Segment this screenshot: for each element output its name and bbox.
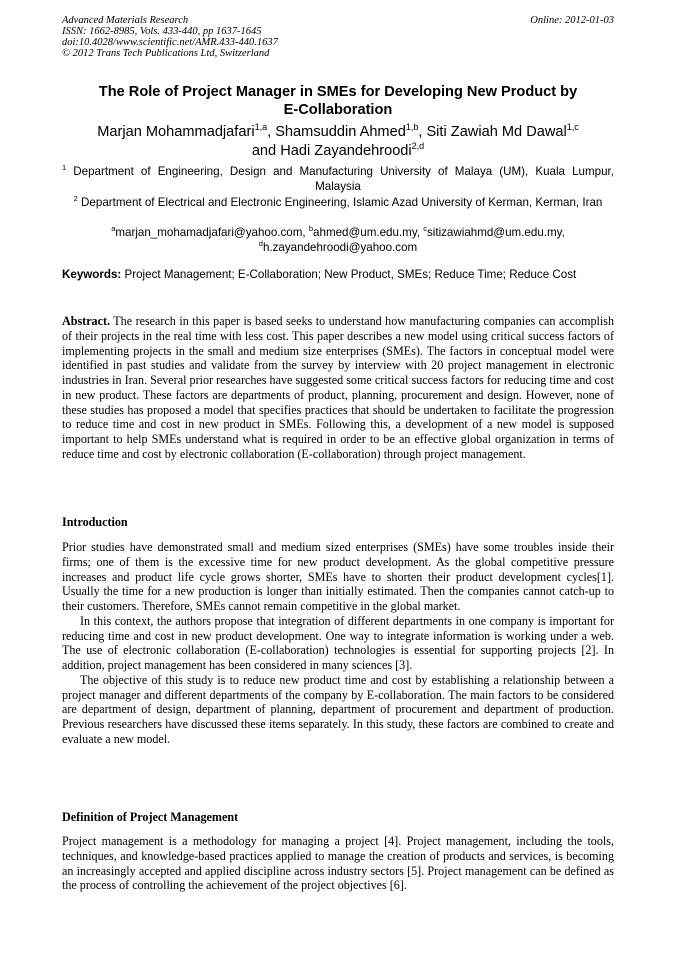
author-name: Hadi Zayandehroodi	[280, 143, 412, 159]
email-mark: b	[308, 224, 314, 234]
author-name: Marjan Mohammadjafari	[97, 124, 255, 140]
author-affiliation-mark: 1,b	[405, 122, 419, 133]
journal-copyright: © 2012 Trans Tech Publications Ltd, Switzerland	[62, 48, 270, 59]
paper-title	[62, 83, 614, 119]
author-affiliation-mark: 1,a	[254, 122, 268, 133]
introduction-section	[62, 540, 614, 747]
author-list: Marjan Mohammadjafari$^{1,a}$, Shamsuddin Ahmed$^{1,b}$, Siti Zawiah Md Dawal$^{1,c}$ and Hadi Zayandehroodi$^{2,d}$	[97, 122, 579, 159]
email-list	[62, 226, 614, 256]
affiliation-text: Department of Engineering, Design and Manufacturing University of Malaya (UM), Kuala Lumpur, Malaysia	[73, 165, 614, 193]
affiliation-text: Department of Electrical and Electronic Engineering, Islamic Azad University of Kerman, Kerman, Iran	[81, 196, 603, 209]
journal-name: Advanced Materials Research	[62, 15, 189, 26]
email-mark: c	[423, 224, 427, 234]
title-line-1: The Role of Project Manager in SMEs for Developing New Product by	[98, 84, 578, 100]
author-affiliation-mark: 1,c	[566, 122, 579, 133]
affiliation-2	[62, 196, 614, 211]
abstract-text: The research in this paper is based seeks to understand how manufacturing companies can accomplish of their projects in the real time with less cost. This paper describes a new model using critical success factors of implementing projects in the small and medium size enterprises (SMEs). The factors in conceptual model were identified in past studies and validate from the survey by interview with 20 project management in electronic industries in Iran. Several prior researches have suggested some critical success factors for reducing time and cost in new product. These factors are departments of product, planning, procurement and design. However, none of these studies has proposed a model that specifies practices that should be undertaken to facilitate the progression to reduce time and cost in new product in SMEs. Following this, a development of a new model is supposed important to help SMEs understand what is required in order to be an effective global organization in terms of reduce time and cost by electronic collaboration (E-collaboration) through project management.	[62, 314, 614, 461]
definition-section	[62, 834, 614, 893]
author-name: Shamsuddin Ahmed	[275, 124, 406, 140]
affiliation-1	[62, 165, 614, 195]
email-address: sitizawiahmd@um.edu.my,	[426, 226, 565, 239]
affiliation-number: 2	[73, 194, 78, 204]
abstract	[62, 314, 614, 462]
email-mark: a	[111, 224, 116, 234]
journal-doi: doi:10.4028/www.scientific.net/AMR.433-440.1637	[62, 37, 278, 48]
section-heading-introduction: Introduction	[62, 515, 128, 529]
email-address: ahmed@um.edu.my,	[313, 226, 420, 239]
affiliation-number: 1	[62, 163, 67, 173]
author-name: Siti Zawiah Md Dawal	[426, 124, 567, 140]
journal-header	[62, 15, 614, 59]
keywords-label: Keywords:	[62, 268, 122, 281]
paragraph: Prior studies have demonstrated small and medium sized enterprises (SMEs) have some troubles inside their firms; one of them is the excessive time for new product development. As the global competitive pressure increases and product life cycle grows shorter, SMEs have to shorten their product development cycles[1]. Usually the time for a new production is longer than initially estimated. Then the companies cannot catch-up to their customers. Therefore, SMEs cannot remain competitive in the global market.	[62, 540, 614, 613]
email-address: marjan_mohamadjafari@yahoo.com,	[115, 226, 306, 239]
online-date: Online: 2012-01-03	[530, 15, 614, 26]
keywords	[62, 268, 614, 283]
journal-issn: ISSN: 1662-8985, Vols. 433-440, pp 1637-1645	[62, 26, 262, 37]
paragraph: Project management is a methodology for managing a project [4]. Project management, including the tools, techniques, and knowledge-based practices applied to manage the creation of products and services, is becoming an increasingly accepted and applied discipline across industry sectors [5]. Project management can be defined as the process of controlling the achievement of the project objectives [6].	[62, 834, 614, 893]
paragraph: In this context, the authors propose that integration of different departments in one company is important for reducing time and cost in new product development. One way to integrate information is working under a web. The use of electronic collaboration (E-collaboration) technologies is essential for supporting projects [2]. In addition, project management has been considered in many sciences [3].	[62, 613, 614, 672]
author-affiliation-mark: 2,d	[411, 141, 425, 152]
author-conjunction: and	[251, 143, 277, 159]
section-heading-definition: Definition of Project Management	[62, 810, 239, 824]
abstract-label: Abstract.	[62, 314, 111, 328]
keywords-text: Project Management; E-Collaboration; New Product, SMEs; Reduce Time; Reduce Cost	[124, 268, 577, 281]
email-mark: d	[258, 238, 263, 248]
email-address: h.zayandehroodi@yahoo.com	[262, 240, 418, 254]
paragraph: The objective of this study is to reduce new product time and cost by establishing a relationship between a project manager and different departments of the company by E-collaboration. The main factors to be considered are department of design, department of planning, department of procurement and department of production. Previous researchers have discussed these items separately. In this study, these factors are combined to create and evaluate a new model.	[62, 672, 614, 746]
title-line-2: E-Collaboration	[283, 102, 393, 118]
